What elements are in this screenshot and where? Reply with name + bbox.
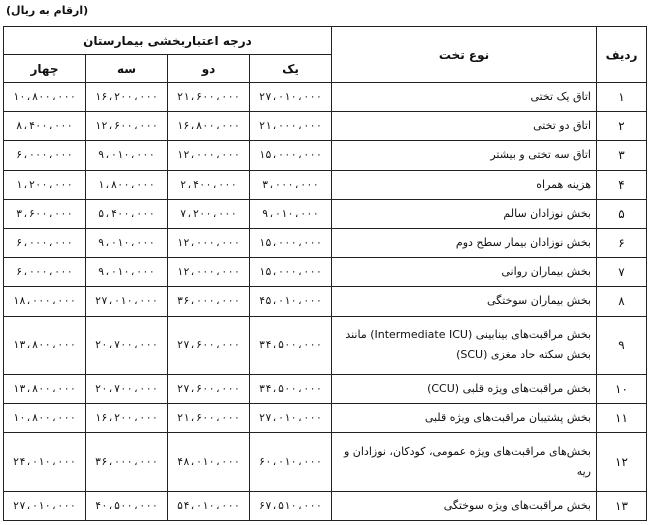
grade-1-value: ۲۱،۰۰۰،۰۰۰ — [250, 112, 332, 141]
grade-4-value: ۶،۰۰۰،۰۰۰ — [4, 258, 86, 287]
table-row — [4, 287, 647, 316]
table-row — [4, 258, 647, 287]
grade-2-header: دو — [168, 55, 250, 83]
row-number-cell: ۱۲ — [597, 433, 647, 491]
bed-type-cell: هزینه همراه — [332, 170, 597, 199]
grade-1-value: ۶۰،۰۱۰،۰۰۰ — [250, 433, 332, 491]
grade-2-value: ۳۶،۰۰۰،۰۰۰ — [168, 287, 250, 316]
grade-2-value: ۲۷،۶۰۰،۰۰۰ — [168, 374, 250, 403]
grade-4-value: ۱۰،۸۰۰،۰۰۰ — [4, 83, 86, 112]
table-row — [4, 316, 647, 374]
row-number-cell: ۵ — [597, 199, 647, 228]
grade-2-value: ۱۶،۸۰۰،۰۰۰ — [168, 112, 250, 141]
table-row — [4, 170, 647, 199]
table-row — [4, 404, 647, 433]
table-row — [4, 491, 647, 520]
grade-1-value: ۲۷،۰۱۰،۰۰۰ — [250, 404, 332, 433]
grade-3-value: ۳۶،۰۰۰،۰۰۰ — [86, 433, 168, 491]
grade-4-value: ۲۷،۰۱۰،۰۰۰ — [4, 491, 86, 520]
table-row — [4, 199, 647, 228]
bed-type-cell: اتاق سه تختی و بیشتر — [332, 141, 597, 170]
grade-4-value: ۶،۰۰۰،۰۰۰ — [4, 228, 86, 257]
grade-3-value: ۲۷،۰۱۰،۰۰۰ — [86, 287, 168, 316]
grade-4-value: ۶،۰۰۰،۰۰۰ — [4, 141, 86, 170]
grade-3-value: ۲۰،۷۰۰،۰۰۰ — [86, 316, 168, 374]
grade-3-value: ۱،۸۰۰،۰۰۰ — [86, 170, 168, 199]
grade-1-value: ۳،۰۰۰،۰۰۰ — [250, 170, 332, 199]
grade-1-value: ۱۵،۰۰۰،۰۰۰ — [250, 141, 332, 170]
grade-3-value: ۱۲،۶۰۰،۰۰۰ — [86, 112, 168, 141]
accreditation-grade-header: درجه اعتباربخشی بیمارستان — [4, 27, 332, 55]
grade-4-value: ۸،۴۰۰،۰۰۰ — [4, 112, 86, 141]
grade-2-value: ۴۸،۰۱۰،۰۰۰ — [168, 433, 250, 491]
table-row — [4, 112, 647, 141]
row-number-cell: ۱ — [597, 83, 647, 112]
grade-3-value: ۴۰،۵۰۰،۰۰۰ — [86, 491, 168, 520]
table-row — [4, 83, 647, 112]
grade-3-value: ۲۰،۷۰۰،۰۰۰ — [86, 374, 168, 403]
row-number-cell: ۴ — [597, 170, 647, 199]
bed-type-cell: اتاق دو تختی — [332, 112, 597, 141]
grade-2-value: ۲۱،۶۰۰،۰۰۰ — [168, 404, 250, 433]
grade-2-value: ۵۴،۰۱۰،۰۰۰ — [168, 491, 250, 520]
bed-type-cell: بخش مراقبت‌های بینابینی (Intermediate ICU) مانند بخش سکته حاد مغزی (SCU) — [332, 316, 597, 374]
row-number-cell: ۲ — [597, 112, 647, 141]
row-number-cell: ۹ — [597, 316, 647, 374]
grade-3-value: ۱۶،۲۰۰،۰۰۰ — [86, 83, 168, 112]
table-row — [4, 141, 647, 170]
row-number-cell: ۱۳ — [597, 491, 647, 520]
tariff-table — [3, 26, 647, 521]
grade-3-header: سه — [86, 55, 168, 83]
row-number-cell: ۷ — [597, 258, 647, 287]
table-row — [4, 228, 647, 257]
grade-4-header: چهار — [4, 55, 86, 83]
grade-3-value: ۱۶،۲۰۰،۰۰۰ — [86, 404, 168, 433]
row-number-cell: ۸ — [597, 287, 647, 316]
row-number-cell: ۱۱ — [597, 404, 647, 433]
grade-2-value: ۲۷،۶۰۰،۰۰۰ — [168, 316, 250, 374]
bed-type-cell: بخش‌های مراقبت‌های ویژه عمومی، کودکان، نوزادان و ریه — [332, 433, 597, 491]
grade-1-value: ۶۷،۵۱۰،۰۰۰ — [250, 491, 332, 520]
grade-1-value: ۳۴،۵۰۰،۰۰۰ — [250, 316, 332, 374]
grade-1-value: ۱۵،۰۰۰،۰۰۰ — [250, 228, 332, 257]
grade-4-value: ۱۳،۸۰۰،۰۰۰ — [4, 374, 86, 403]
grade-4-value: ۲۴،۰۱۰،۰۰۰ — [4, 433, 86, 491]
grade-4-value: ۱۳،۸۰۰،۰۰۰ — [4, 316, 86, 374]
bed-type-cell: بخش بیماران روانی — [332, 258, 597, 287]
bed-type-header: نوع تخت — [332, 27, 597, 83]
grade-2-value: ۱۲،۰۰۰،۰۰۰ — [168, 141, 250, 170]
grade-4-value: ۱،۲۰۰،۰۰۰ — [4, 170, 86, 199]
grade-1-header: یک — [250, 55, 332, 83]
bed-type-cell: بخش بیماران سوختگی — [332, 287, 597, 316]
row-number-cell: ۳ — [597, 141, 647, 170]
row-number-cell: ۱۰ — [597, 374, 647, 403]
currency-note: (ارقام به ریال) — [6, 4, 89, 17]
grade-3-value: ۹،۰۱۰،۰۰۰ — [86, 228, 168, 257]
grade-4-value: ۱۰،۸۰۰،۰۰۰ — [4, 404, 86, 433]
grade-1-value: ۱۵،۰۰۰،۰۰۰ — [250, 258, 332, 287]
table-row — [4, 374, 647, 403]
bed-type-cell: بخش نوزادان بیمار سطح دوم — [332, 228, 597, 257]
table-body — [4, 83, 647, 521]
grade-2-value: ۱۲،۰۰۰،۰۰۰ — [168, 258, 250, 287]
grade-2-value: ۲،۴۰۰،۰۰۰ — [168, 170, 250, 199]
grade-1-value: ۴۵،۰۱۰،۰۰۰ — [250, 287, 332, 316]
grade-3-value: ۵،۴۰۰،۰۰۰ — [86, 199, 168, 228]
bed-type-cell: بخش مراقبت‌های ویژه قلبی (CCU) — [332, 374, 597, 403]
grade-1-value: ۲۷،۰۱۰،۰۰۰ — [250, 83, 332, 112]
grade-4-value: ۳،۶۰۰،۰۰۰ — [4, 199, 86, 228]
grade-2-value: ۱۲،۰۰۰،۰۰۰ — [168, 228, 250, 257]
grade-1-value: ۳۴،۵۰۰،۰۰۰ — [250, 374, 332, 403]
grade-4-value: ۱۸،۰۰۰،۰۰۰ — [4, 287, 86, 316]
bed-type-cell: اتاق یک تختی — [332, 83, 597, 112]
grade-3-value: ۹،۰۱۰،۰۰۰ — [86, 258, 168, 287]
grade-2-value: ۷،۲۰۰،۰۰۰ — [168, 199, 250, 228]
bed-type-cell: بخش نوزادان سالم — [332, 199, 597, 228]
bed-type-cell: بخش مراقبت‌های ویژه سوختگی — [332, 491, 597, 520]
grade-1-value: ۹،۰۱۰،۰۰۰ — [250, 199, 332, 228]
row-number-header: ردیف — [597, 27, 647, 83]
table-row — [4, 433, 647, 491]
row-number-cell: ۶ — [597, 228, 647, 257]
bed-type-cell: بخش پشتیبان مراقبت‌های ویژه قلبی — [332, 404, 597, 433]
grade-2-value: ۲۱،۶۰۰،۰۰۰ — [168, 83, 250, 112]
grade-3-value: ۹،۰۱۰،۰۰۰ — [86, 141, 168, 170]
